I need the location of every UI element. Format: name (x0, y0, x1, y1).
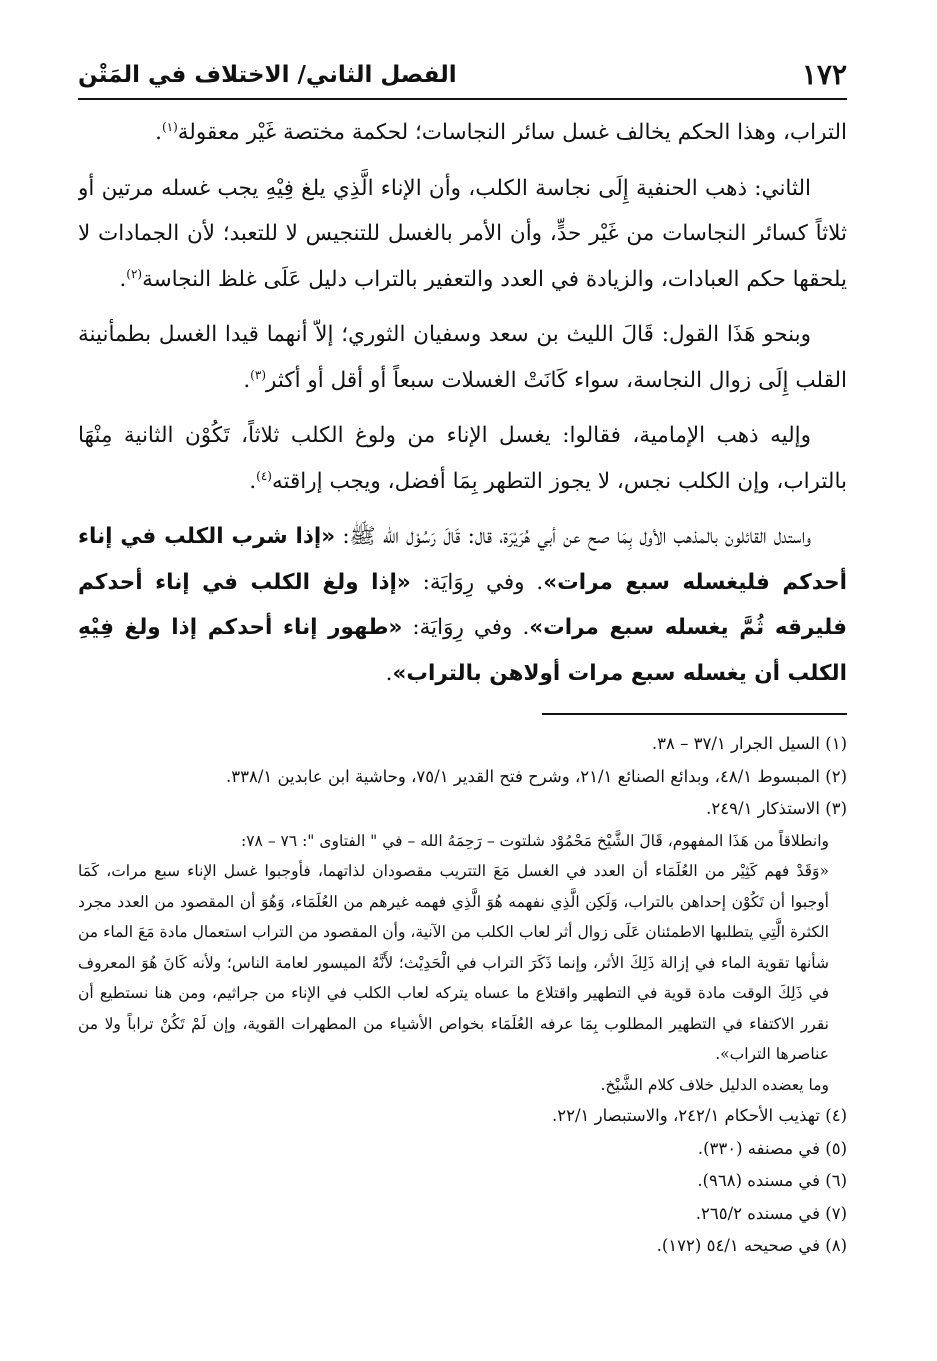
footnote-3-intro: وانطلاقاً من هَذَا المفهوم، قَالَ الشَّيْخ مَحْمُوْد شلتوت – رَحِمَهُ الله – في " الفتاوى ": ٧٦ – ٧٨: (241, 831, 829, 850)
paragraph-2-text: الثاني: ذهب الحنفية إِلَى نجاسة الكلب، وأن الإناء الَّذِي يلغ فِيْهِ يجب غسله مرتين أو ثلاثاً كسائر النجاسات من غَيْر حدٍّ، وأن الأمر بالغسل للتنجيس لا للتعبد؛ لأن الجمادات لا يلحقها حكم العبادات، والزيادة في العدد والتعفير بالتراب دليل عَلَى غلظ النجاسة (78, 175, 847, 292)
footnote-3: (٣) الاستذكار ٢٤٩/١. (706, 799, 847, 818)
footnote-6: (٦) في مسنده (٩٦٨). (697, 1171, 847, 1190)
footnote-ref-2: (٢) (126, 266, 143, 281)
paragraph-5-link-2: . وفي رِوَايَة: (402, 615, 530, 640)
paragraph-5-end: . (385, 660, 393, 686)
footnote-separator (542, 713, 847, 715)
paragraph-3-text: وبنحو هَذَا القول: قَالَ الليث بن سعد وسفيان الثوري؛ إلاّ أنهما قيدا الغسل بطمأنينة القلب إِلَى زوال النجاسة، سواء كَانَتْ الغسلات سبعاً أو أقل أو أكثر (78, 322, 847, 393)
paragraph-5-intro: واستدل القائلون بالمذهب الأول بِمَا صح عن أبي هُرَيْرَة، قال: قَالَ رَسُوْل الله ﷺ: (335, 524, 812, 549)
footnote-ref-4: (٤) (256, 468, 272, 483)
footnote-ref-3: (٣) (250, 367, 266, 382)
hadith-quote-2: «إذا ولغ الكلب في إناء أحدكم فليرقه ثُمَّ يغسله سبع مرات» (78, 569, 847, 640)
paragraph-1: التراب، وهذا الحكم يخالف غسل سائر النجاسات؛ لحكمة مختصة غَيْر معقولة$^{(١)}$. (155, 119, 847, 145)
paragraph-3: وبنحو هَذَا القول: قَالَ الليث بن سعد وسفيان الثوري؛ إلاّ أنهما قيدا الغسل بطمأنينة القلب إِلَى زوال النجاسة، سواء كَانَتْ الغسلات سبعاً أو أقل أو أكثر$^{(٣)}$. (78, 322, 847, 393)
page-number: ١٧٢ (801, 58, 847, 91)
chapter-title: الفصل الثاني/ الاختلاف في المَتْن (78, 62, 457, 88)
footnote-3-end: وما يعضده الدليل خلاف كلام الشَّيْخ. (600, 1075, 829, 1094)
footnote-5: (٥) في مصنفه (٣٣٠). (697, 1138, 847, 1158)
footnotes (78, 728, 847, 1328)
hadith-quote-3: «طهور إناء أحدكم إذا ولغ فِيْهِ الكلب أن يغسله سبع مرات أولاهن بالتراب» (78, 615, 847, 686)
footnote-3-quote: «وَقَدْ فهم كَثِيْر من العُلَمَاء أن العدد في الغسل مَعَ التتريب مقصودان لذاتهما، فأوجبوا غسل الإناء سبع مرات، كَمَا أوجبوا أن تَكُوْن إحداهن بالتراب، وَلَكِن الَّذِي نفهمه هُوَ الَّذِي فهمه غيرهم من العُلَمَاء، وَهُوَ أن المقصود من العدد مجرد الكثرة الَّتِي يتطلبها الاطمئنان عَلَى زوال أثر لعاب الكلب من الآنية، وأن المقصود من التراب استعمال مادة مَعَ الماء من شأنها تقوية الماء في إزالة ذَلِكَ الأثر، وإنما ذَكَرَ التراب في الْحَدِيْث؛ لأَنَّهُ الميسور لعامة الناس؛ ولأنه كَانَ هُوَ المعروف في ذَلِكَ الوقت مادة قوية في التطهير واقتلاع ما عساه يتركه لعاب الكلب في الإناء من جراثيم، ومن هنا نستطيع أن نقرر الاكتفاء في التطهير المطلوب بِمَا عرفه العُلَمَاء بخواص الأشياء من المطهرات القوية، وإن لَمْ تَكُنْ تراباً ولا من عناصرها التراب». (78, 862, 829, 1063)
paragraph-2: الثاني: ذهب الحنفية إِلَى نجاسة الكلب، وأن الإناء الَّذِي يلغ فِيْهِ يجب غسله مرتين أو ثلاثاً كسائر النجاسات من غَيْر حدٍّ، وأن الأمر بالغسل للتنجيس لا للتعبد؛ لأن الجمادات لا يلحقها حكم العبادات، والزيادة في العدد والتعفير بالتراب دليل عَلَى غلظ النجاسة$^{(٢)}$. (78, 175, 847, 292)
main-text (78, 110, 847, 700)
footnote-8: (٨) في صحيحه ٥٤/١ (١٧٢). (656, 1236, 847, 1255)
footnote-4: (٤) تهذيب الأحكام ٢٤٢/١، والاستبصار ٢٢/١. (552, 1106, 847, 1125)
footnote-3-commentary (78, 826, 829, 1101)
running-header (78, 54, 847, 100)
paragraph-4: وإليه ذهب الإمامية، فقالوا: يغسل الإناء من ولوغ الكلب ثلاثاً، تَكُوْن الثانية مِنْهَا بالتراب، وإن الكلب نجس، لا يجوز التطهر بِمَا أفضل، ويجب إراقته$^{(٤)}$. (78, 423, 847, 494)
paragraph-1-text: التراب، وهذا الحكم يخالف غسل سائر النجاسات؛ لحكمة مختصة غَيْر معقولة (177, 120, 847, 145)
paragraph-5-link-1: . وفي رِوَايَة: (410, 569, 544, 595)
footnote-ref-1: (١) (161, 119, 178, 134)
footnote-7: (٧) في مسنده ٢٦٥/٢. (695, 1203, 847, 1223)
hadith-quote-1: «إذا شرب الكلب في إناء أحدكم فليغسله سبع مرات» (78, 524, 847, 595)
paragraph-4-text: وإليه ذهب الإمامية، فقالوا: يغسل الإناء من ولوغ الكلب ثلاثاً، تَكُوْن الثانية مِنْهَا بالتراب، وإن الكلب نجس، لا يجوز التطهر بِمَا أفضل، ويجب إراقته (78, 423, 847, 494)
footnote-2: (٢) المبسوط ٤٨/١، وبدائع الصنائع ٢١/١، وشرح فتح القدير ٧٥/١، وحاشية ابن عابدين ٣٣٨/١. (225, 766, 847, 786)
paragraph-5 (78, 514, 847, 696)
footnote-1: (١) السيل الجرار ٣٧/١ – ٣٨. (651, 734, 847, 753)
